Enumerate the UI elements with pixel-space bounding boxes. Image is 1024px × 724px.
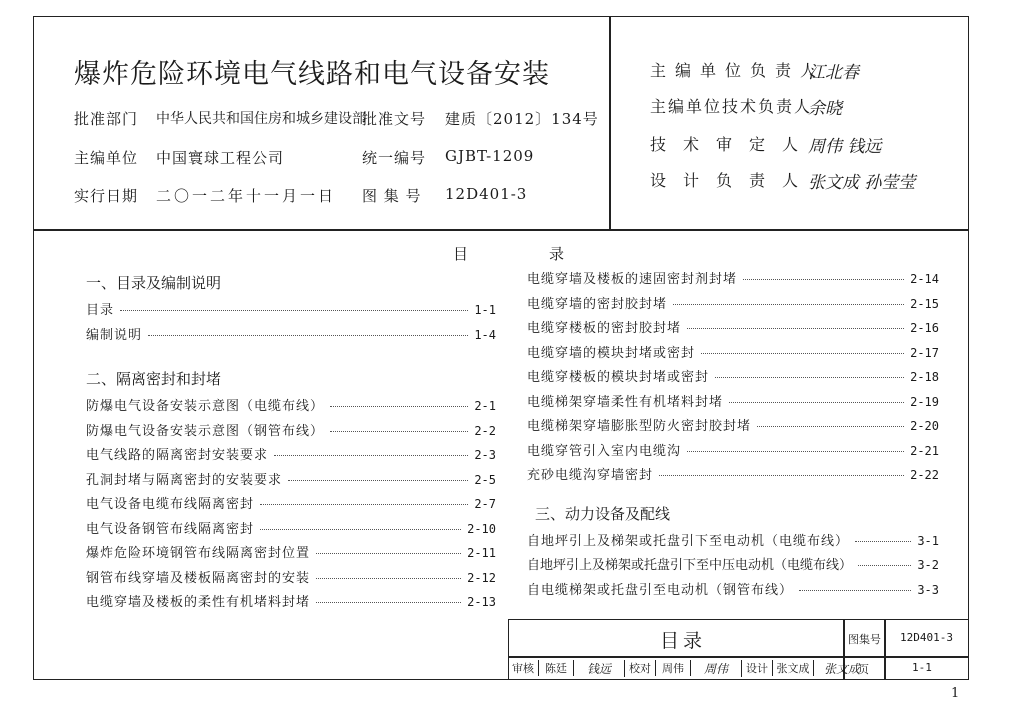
header-bottom-rule bbox=[33, 229, 969, 231]
toc-entry-page: 2-20 bbox=[910, 419, 939, 433]
toc-entry-text: 电缆穿墙及楼板的柔性有机堵料封堵 bbox=[86, 595, 311, 610]
toc-entry-page: 1-4 bbox=[474, 327, 496, 342]
toc-entry-page: 2-19 bbox=[910, 394, 939, 409]
toc-entry[interactable] bbox=[86, 324, 496, 349]
leader-dots bbox=[148, 335, 468, 336]
approval-dept-value: 中华人民共和国住房和城乡建设部 bbox=[156, 111, 366, 127]
leader-dots bbox=[858, 565, 911, 566]
toc-entry-page: 2-10 bbox=[467, 521, 496, 536]
leader-dots bbox=[715, 377, 904, 378]
effective-date-value: 二〇一二年十一月一日 bbox=[156, 187, 337, 205]
toc-section-title: 三、动力设备及配线 bbox=[535, 504, 671, 523]
toc-entry-page: 2-11 bbox=[467, 546, 496, 560]
toc-entry-text: 目录 bbox=[86, 303, 115, 318]
toc-entry-text: 电缆梯架穿墙柔性有机堵料封堵 bbox=[527, 394, 724, 410]
signing-row bbox=[508, 657, 969, 679]
effective-date-label: 实行日期 bbox=[74, 187, 139, 205]
toc-section-title: 二、隔离密封和封堵 bbox=[86, 370, 222, 388]
toc-section-title: 一、目录及编制说明 bbox=[86, 274, 222, 292]
toc-entry-text: 爆炸危险环境钢管布线隔离密封位置 bbox=[86, 546, 311, 561]
toc-entry-text: 电缆穿墙及楼板的速固密封剂封堵 bbox=[527, 272, 738, 287]
toc-entry-text: 电缆穿楼板的模块封堵或密封 bbox=[527, 370, 710, 385]
leader-dots bbox=[288, 480, 468, 481]
toc-entry-text: 电气设备电缆布线隔离密封 bbox=[86, 497, 255, 512]
approval-dept-label: 批准部门 bbox=[74, 110, 139, 128]
leader-dots bbox=[855, 541, 911, 542]
unified-no-label: 统一编号 bbox=[362, 149, 427, 167]
leader-dots bbox=[260, 529, 461, 530]
toc-entry-page: 3-1 bbox=[917, 533, 939, 548]
toc-entry[interactable] bbox=[86, 420, 496, 445]
atlas-label: 图集号 bbox=[848, 633, 881, 646]
leader-dots bbox=[274, 455, 468, 456]
approval-no-value: 建质〔2012〕134号 bbox=[445, 110, 599, 128]
toc-entry-page: 3-3 bbox=[917, 582, 939, 597]
review-label: 审核 bbox=[508, 660, 539, 676]
unified-no-value: GJBT-1209 bbox=[445, 147, 535, 165]
toc-entry-text: 孔洞封堵与隔离密封的安装要求 bbox=[86, 472, 283, 488]
leader-dots bbox=[743, 279, 904, 280]
toc-entry-page: 3-2 bbox=[917, 558, 939, 572]
toc-entry-text: 电缆穿楼板的密封胶封堵 bbox=[527, 321, 682, 336]
toc-entry-text: 自地坪引上及梯架或托盘引下至电动机（电缆布线） bbox=[527, 533, 850, 549]
toc-entry-text: 钢管布线穿墙及楼板隔离密封的安装 bbox=[86, 570, 311, 586]
toc-entry-page: 2-13 bbox=[467, 595, 496, 609]
editor-unit-value: 中国寰球工程公司 bbox=[156, 149, 285, 167]
toc-entry-page: 2-3 bbox=[474, 448, 496, 462]
leader-dots bbox=[701, 353, 904, 354]
header-divider bbox=[609, 16, 611, 229]
toc-entry-page: 2-1 bbox=[474, 399, 496, 413]
toc-entry-page: 2-5 bbox=[474, 472, 496, 487]
toc-entry-text: 自地坪引上及梯架或托盘引下至中压电动机（电缆布线） bbox=[527, 558, 853, 573]
toc-entry[interactable] bbox=[527, 464, 939, 489]
atlas-no-value: 12D401-3 bbox=[445, 185, 528, 203]
check-signature: 周伟 bbox=[691, 660, 742, 677]
review-signature: 钱远 bbox=[574, 660, 625, 677]
toc-entry-text: 防爆电气设备安装示意图（钢管布线） bbox=[86, 423, 325, 439]
toc-entry-text: 自电缆梯架或托盘引至电动机（钢管布线） bbox=[527, 582, 794, 598]
toc-heading-right: 录 bbox=[549, 245, 567, 263]
leader-dots bbox=[659, 475, 904, 476]
sig-label-chief-tech: 主编单位技术负责人 bbox=[650, 97, 813, 116]
leader-dots bbox=[330, 431, 468, 432]
sig-chief-tech: 余晓 bbox=[808, 99, 842, 119]
toc-entry-page: 2-17 bbox=[910, 345, 939, 360]
page-title: 爆炸危险环境电气线路和电气设备安装 bbox=[74, 59, 550, 90]
toc-entry-page: 2-2 bbox=[474, 423, 496, 438]
design-label: 设计 bbox=[742, 660, 773, 676]
toc-right-column bbox=[527, 268, 939, 603]
toc-left-column bbox=[86, 272, 496, 616]
toc-entry-text: 电缆穿墙的模块封堵或密封 bbox=[527, 345, 696, 361]
toc-entry-text: 电气设备钢管布线隔离密封 bbox=[86, 521, 255, 537]
review-name: 陈廷 bbox=[539, 660, 574, 676]
sig-chief-unit: 江北春 bbox=[808, 63, 859, 83]
toc-entry-text: 电缆穿墙的密封胶封堵 bbox=[527, 296, 668, 312]
leader-dots bbox=[687, 451, 904, 452]
toc-entry-page: 2-16 bbox=[910, 321, 939, 335]
leader-dots bbox=[260, 504, 468, 505]
page-number: 1 bbox=[951, 686, 960, 701]
editor-unit-label: 主编单位 bbox=[74, 149, 139, 167]
toc-entry-page: 2-18 bbox=[910, 370, 939, 384]
leader-dots bbox=[687, 328, 904, 329]
toc-entry[interactable] bbox=[86, 567, 496, 592]
toc-entry-page: 2-21 bbox=[910, 443, 939, 458]
check-label: 校对 bbox=[625, 660, 656, 676]
toc-entry-text: 电缆梯架穿墙膨胀型防火密封胶封堵 bbox=[527, 419, 752, 434]
toc-entry-text: 防爆电气设备安装示意图（电缆布线） bbox=[86, 399, 325, 414]
leader-dots bbox=[673, 304, 904, 305]
toc-entry[interactable] bbox=[527, 440, 939, 465]
page-label: 页 bbox=[858, 663, 869, 676]
sig-label-chief-unit: 主编单位负责人 bbox=[650, 61, 826, 80]
toc-entry-page: 2-12 bbox=[467, 570, 496, 585]
toc-entry[interactable] bbox=[527, 579, 939, 604]
toc-entry-page: 1-1 bbox=[474, 303, 496, 317]
toc-entry-page: 2-15 bbox=[910, 296, 939, 311]
toc-entry[interactable] bbox=[86, 493, 496, 518]
toc-entry[interactable] bbox=[527, 317, 939, 342]
leader-dots bbox=[316, 602, 461, 603]
toc-entry[interactable] bbox=[86, 444, 496, 469]
toc-entry[interactable] bbox=[86, 542, 496, 567]
sig-design-lead: 张文成 孙莹莹 bbox=[808, 173, 916, 193]
toc-entry-page: 2-14 bbox=[910, 272, 939, 286]
toc-entry[interactable] bbox=[86, 299, 496, 324]
leader-dots bbox=[120, 310, 468, 311]
atlas-value: 12D401-3 bbox=[900, 631, 953, 644]
design-name: 张文成 bbox=[773, 660, 814, 676]
toc-heading-left: 目 bbox=[453, 245, 471, 263]
design-signature: 张文成 bbox=[823, 661, 860, 676]
toc-entry[interactable] bbox=[527, 391, 939, 416]
page-value: 1-1 bbox=[912, 661, 932, 674]
approval-no-label: 批准文号 bbox=[362, 110, 427, 128]
leader-dots bbox=[316, 553, 461, 554]
leader-dots bbox=[757, 426, 904, 427]
toc-entry-text: 编制说明 bbox=[86, 327, 143, 343]
leader-dots bbox=[729, 402, 904, 403]
title-block-title: 目录 bbox=[660, 630, 707, 652]
toc-entry[interactable] bbox=[527, 268, 939, 293]
toc-entry[interactable] bbox=[527, 554, 939, 579]
toc-entry[interactable] bbox=[527, 366, 939, 391]
sig-label-tech-review: 技术审定人 bbox=[650, 135, 816, 154]
toc-entry[interactable] bbox=[86, 469, 496, 494]
leader-dots bbox=[799, 590, 911, 591]
toc-entry[interactable] bbox=[527, 530, 939, 555]
toc-entry[interactable] bbox=[527, 415, 939, 440]
toc-entry-text: 电气线路的隔离密封安装要求 bbox=[86, 448, 269, 463]
toc-entry-page: 2-22 bbox=[910, 468, 939, 482]
toc-entry[interactable] bbox=[86, 395, 496, 420]
toc-entry-page: 2-7 bbox=[474, 497, 496, 511]
leader-dots bbox=[316, 578, 461, 579]
atlas-no-label: 图 集 号 bbox=[362, 187, 422, 205]
toc-entry-text: 电缆穿管引入室内电缆沟 bbox=[527, 443, 682, 459]
toc-entry[interactable] bbox=[527, 342, 939, 367]
sig-tech-review: 周伟 钱远 bbox=[808, 137, 882, 157]
sig-label-design-lead: 设计负责人 bbox=[650, 171, 816, 190]
toc-entry[interactable] bbox=[527, 293, 939, 318]
toc-entry[interactable] bbox=[86, 518, 496, 543]
check-name: 周伟 bbox=[656, 660, 691, 676]
leader-dots bbox=[330, 406, 468, 407]
toc-entry-text: 充砂电缆沟穿墙密封 bbox=[527, 468, 654, 483]
toc-entry[interactable] bbox=[86, 591, 496, 616]
